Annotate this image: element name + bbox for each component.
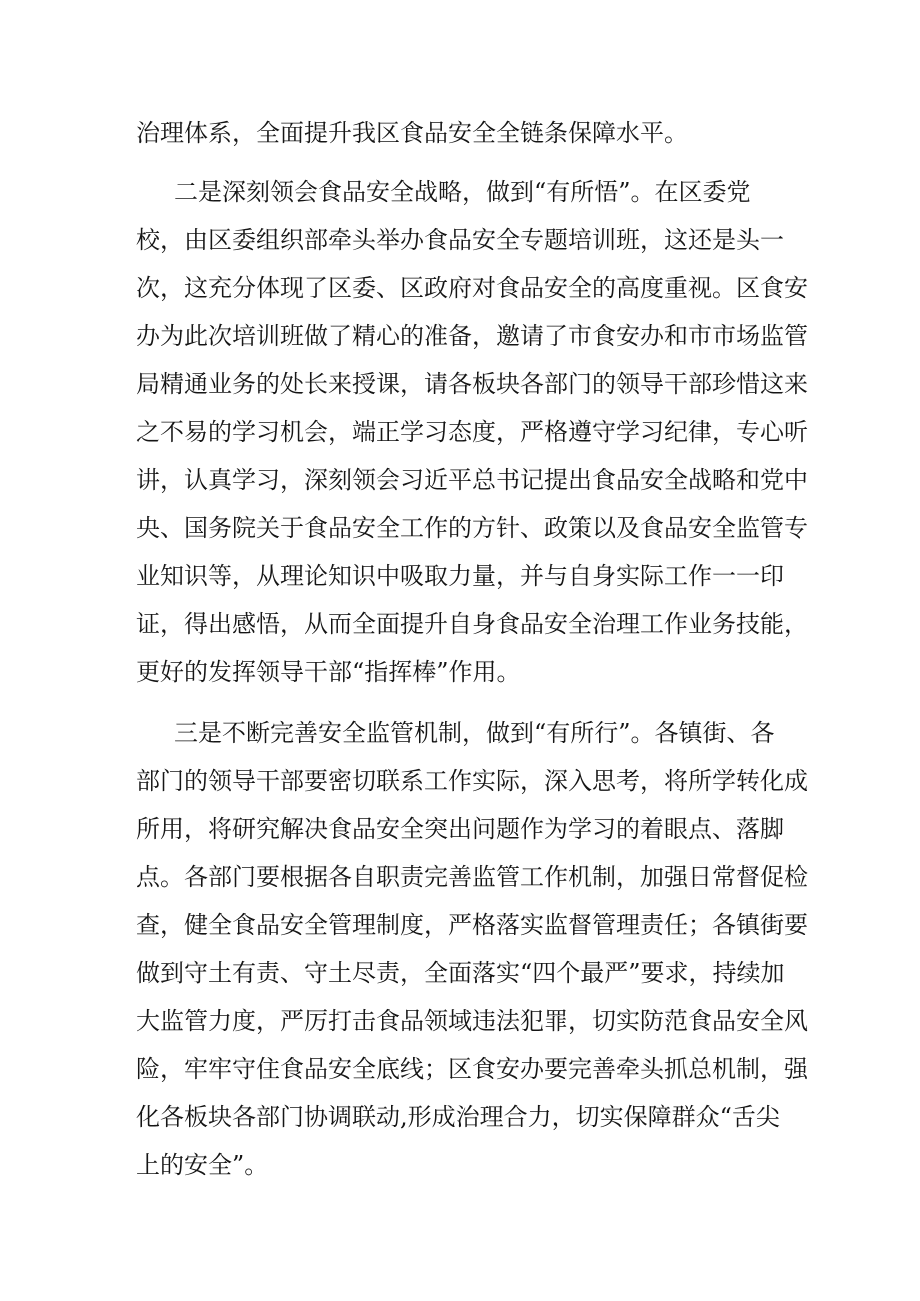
- paragraph-3-line-7: 大监管力度，严厉打击食品领域违法犯罪，切实防范食品安全风: [136, 1007, 808, 1035]
- paragraph-3-line-3: 所用，将研究解决食品安全突出问题作为学习的着眼点、落脚: [136, 815, 784, 843]
- paragraph-2-line-2: 校，由区委组织部牵头举办食品安全专题培训班，这还是头一: [136, 226, 784, 254]
- paragraph-3-line-2: 部门的领导干部要密切联系工作实际，深入思考，将所学转化成: [136, 767, 808, 795]
- paragraph-3-line-9: 化各板块各部门协调联动,形成治理合力，切实保障群众“舌尖: [136, 1103, 780, 1131]
- paragraph-3-line-6: 做到守土有责、守土尽责，全面落实“四个最严”要求，持续加: [136, 959, 785, 987]
- paragraph-3-line-4: 点。各部门要根据各自职责完善监管工作机制，加强日常督促检: [136, 863, 808, 891]
- paragraph-3-line-8: 险，牢牢守住食品安全底线；区食安办要完善牵头抓总机制，强: [136, 1055, 808, 1083]
- paragraph-2-line-9: 业知识等，从理论知识中吸取力量，并与自身实际工作一一印: [136, 562, 784, 590]
- paragraph-2-line-3: 次，这充分体现了区委、区政府对食品安全的高度重视。区食安: [136, 274, 808, 302]
- paragraph-2-line-6: 之不易的学习机会，端正学习态度，严格遵守学习纪律，专心听: [136, 418, 808, 446]
- paragraph-3-line-5: 查，健全食品安全管理制度，严格落实监督管理责任；各镇街要: [136, 911, 808, 939]
- paragraph-1-line-1: 治理体系，全面提升我区食品安全全链条保障水平。: [136, 119, 688, 147]
- paragraph-2-line-5: 局精通业务的处长来授课，请各板块各部门的领导干部珍惜这来: [136, 370, 808, 398]
- paragraph-2-line-7: 讲，认真学习，深刻领会习近平总书记提出食品安全战略和党中: [136, 466, 808, 494]
- paragraph-3-line-1: 三是不断完善安全监管机制，做到“有所行”。各镇街、各: [174, 719, 775, 747]
- paragraph-2-line-11: 更好的发挥领导干部“指挥棒”作用。: [136, 658, 521, 686]
- paragraph-3-line-10: 上的安全”。: [136, 1151, 269, 1179]
- paragraph-2-line-4: 办为此次培训班做了精心的准备，邀请了市食安办和市市场监管: [136, 322, 808, 350]
- paragraph-2-line-1: 二是深刻领会食品安全战略，做到“有所悟”。在区委党: [174, 178, 751, 206]
- paragraph-2-line-8: 央、国务院关于食品安全工作的方针、政策以及食品安全监管专: [136, 514, 808, 542]
- paragraph-2-line-10: 证，得出感悟，从而全面提升自身食品安全治理工作业务技能，: [136, 610, 808, 638]
